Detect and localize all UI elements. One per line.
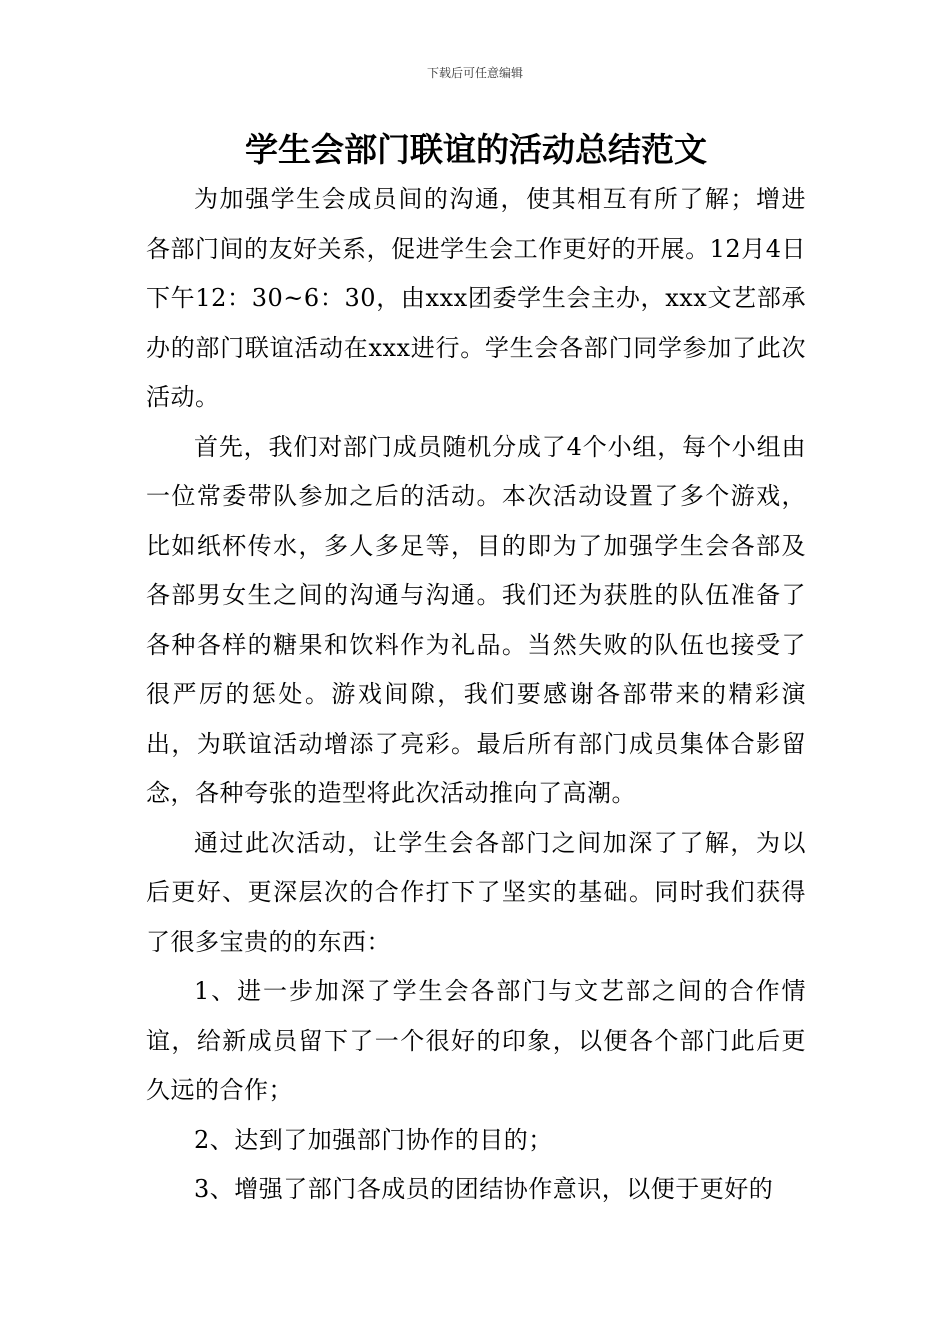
paragraph-outcome: 通过此次活动，让学生会各部门之间加深了了解，为以后更好、更深层次的合作打下了坚实的基础。同时我们获得了很多宝贵的的东西：: [146, 828, 806, 956]
paragraph-intro: 为加强学生会成员间的沟通，使其相互有所了解；增进各部门间的友好关系，促进学生会工作更好的开展。12月4日下午12：30~6：30，由xxx团委学生会主办，xxx文艺部承办的部门联谊活动在xxx进行。学生会各部门同学参加了此次活动。: [146, 185, 806, 411]
document-title: 学生会部门联谊的活动总结范文: [245, 130, 707, 169]
list-item-1: 1、进一步加深了学生会各部门与文艺部之间的合作情谊，给新成员留下了一个很好的印象，以便各个部门此后更久远的合作；: [146, 977, 806, 1104]
paragraph-activities: 首先，我们对部门成员随机分成了4个小组，每个小组由一位常委带队参加之后的活动。本次活动设置了多个游戏，比如纸杯传水，多人多足等，目的即为了加强学生会各部及各部男女生之间的沟通与沟通。我们还为获胜的队伍准备了各种各样的糖果和饮料作为礼品。当然失败的队伍也接受了很严厉的惩处。游戏间隙，我们要感谢各部带来的精彩演出，为联谊活动增添了亮彩。最后所有部门成员集体合影留念，各种夸张的造型将此次活动推向了高潮。: [146, 432, 806, 807]
list-item-3: 3、增强了部门各成员的团结协作意识，以便于更好的: [194, 1175, 774, 1203]
list-item-2: 2、达到了加强部门协作的目的；: [194, 1125, 553, 1154]
document-body: [146, 175, 806, 1215]
header-note: 下载后可任意编辑: [426, 66, 523, 80]
